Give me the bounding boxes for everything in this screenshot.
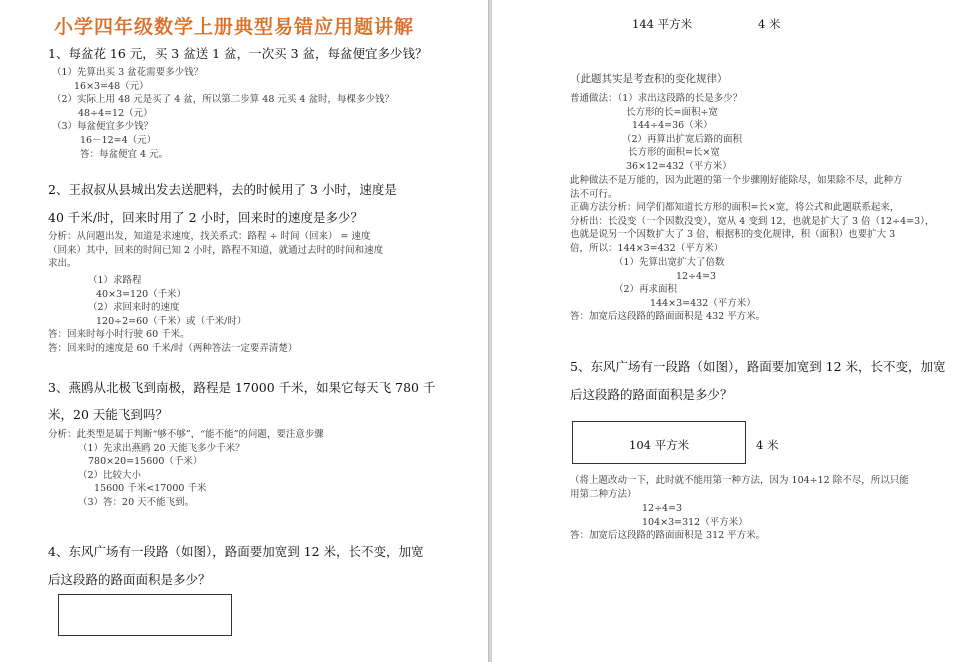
question-4-note: （此题其实是考查积的变化规律） [570, 73, 728, 85]
question-4-comment [570, 174, 934, 256]
figure-area-label: 104 平方米 [629, 438, 690, 452]
road-figure-rectangle [58, 594, 232, 636]
solution-line: 答：回来时每小时行驶 60 千米。 [48, 329, 190, 341]
figure-width-label: 4 米 [756, 438, 779, 452]
question-1-solution [52, 66, 394, 161]
question-4-line-2: 后这段路的路面面积是多少？ [48, 572, 211, 587]
analysis-line: 求出。 [48, 258, 77, 270]
solution-line: 16－12=4（元） [80, 134, 157, 146]
question-2-solution [48, 274, 297, 356]
comment-line: 法不可行。 [570, 188, 618, 200]
solution-line: （1）求路程 [88, 275, 142, 286]
question-1: 1、每盆花 16 元，买 3 盆送 1 盆，一次买 3 盆，每盆便宜多少钱？ [48, 46, 428, 61]
solution-line: （2）实际上用 48 元是买了 4 盆，所以第二步算 48 元买 4 盆时，每棵多少钱？ [52, 94, 394, 106]
left-page [0, 0, 488, 662]
solution-line: 答：回来时的速度是 60 千米/时（两种答法一定要弄清楚） [48, 342, 298, 354]
question-3-line-2: 米，20 天能飞到吗？ [48, 407, 168, 422]
solution-line: 答：每盆便宜 4 元。 [80, 148, 169, 160]
question-5-line-2: 后这段路的路面面积是多少？ [570, 387, 733, 402]
analysis-line: （回来）其中，回来的时间已知 2 小时，路程不知道，就通过去时的时间和速度 [48, 244, 384, 256]
comment-line: 分析出：长没变（一个因数没变），宽从 4 变到 12，也就是扩大了 3 倍（12÷4=3）， [570, 215, 935, 227]
figure-area-label: 144 平方米 [632, 17, 693, 31]
solution-line: 长方形的面积=长×宽 [628, 147, 720, 159]
solution-line: 144×3=432（平方米） [650, 297, 756, 309]
page-title: 小学四年级数学上册典型易错应用题讲解 [54, 16, 415, 38]
question-2-analysis [48, 230, 383, 271]
right-page [492, 0, 978, 662]
question-5-solution [570, 502, 765, 543]
solution-line: 答：加宽后这段路的路面面积是 432 平方米。 [570, 311, 766, 323]
solution-line: （2）再算出扩宽后路的面积 [622, 133, 743, 145]
solution-line: 144÷4=36（米） [632, 120, 713, 132]
question-5-line-1: 5、东风广场有一段路（如图），路面要加宽到 12 米，长不变，加宽 [570, 359, 946, 374]
comment-line: 正确方法分析：同学们都知道长方形的面积=长×宽，将公式和此题联系起来， [570, 202, 900, 214]
question-4-line-1: 4、东风广场有一段路（如图），路面要加宽到 12 米，长不变，加宽 [48, 544, 424, 559]
note-line: （将上题改动一下，此时就不能用第一种方法，因为 104÷12 除不尽，所以只能 [570, 475, 909, 486]
solution-line: 12÷4=3 [642, 503, 683, 514]
solution-line: 普通做法：（1）求出这段路的长是多少？ [570, 93, 743, 104]
analysis-line: 分析：从问题出发，知道是求速度，找关系式：路程 ÷ 时间（回来） = 速度 [48, 231, 371, 242]
note-line: 用第二种方法） [570, 488, 637, 500]
solution-line: （1）先求出燕鸥 20 天能飞多少千米？ [78, 442, 245, 454]
question-2-line-1: 2、王叔叔从县城出发去送肥料，去的时候用了 3 小时，速度是 [48, 182, 397, 197]
solution-line: 12÷4=3 [676, 270, 717, 282]
question-3-solution [48, 428, 324, 510]
question-2-line-2: 40 千米/时，回来时用了 2 小时，回来时的速度是多少？ [48, 210, 363, 225]
solution-line: 长方形的长=面积÷宽 [626, 106, 718, 118]
solution-line: （1）先算出宽扩大了倍数 [614, 257, 725, 268]
solution-line: 40×3=120（千米） [96, 288, 187, 300]
question-5-note [570, 474, 909, 501]
solution-line: 48÷4=12（元） [78, 107, 153, 119]
solution-line: （2）比较大小 [78, 469, 142, 481]
solution-line: 答：加宽后这段路的路面面积是 312 平方米。 [570, 530, 766, 542]
solution-line: 分析：此类型是属于判断“够不够”，“能不能”的问题，要注意步骤 [48, 429, 324, 440]
solution-line: 36×12=432（平方米） [626, 160, 732, 172]
solution-line: 16×3=48（元） [74, 80, 149, 92]
solution-line: 15600 千米<17000 千米 [94, 483, 207, 495]
comment-line: 此种做法不是万能的，因为此题的第一个步骤刚好能除尽，如果除不尽，此种方 [570, 175, 903, 186]
comment-line: 倍，所以：144×3=432（平方米） [570, 242, 724, 254]
question-4-correct-method [570, 256, 765, 324]
solution-line: 104×3=312（平方米） [642, 516, 748, 528]
solution-line: （3）答：20 天不能飞到。 [78, 496, 195, 508]
comment-line: 也就是说另一个因数扩大了 3 倍，根据积的变化规律，积（面积）也要扩大 3 [570, 229, 896, 241]
solution-line: 780×20=15600（千米） [88, 456, 203, 468]
solution-line: （3）每盆便宜多少钱？ [52, 121, 154, 133]
question-4-normal-method [570, 92, 742, 174]
question-3-line-1: 3、燕鸥从北极飞到南极，路程是 17000 千米，如果它每天飞 780 千 [48, 380, 436, 395]
figure-width-label: 4 米 [758, 17, 781, 31]
solution-line: （2）求回来时的速度 [88, 302, 180, 314]
solution-line: （1）先算出买 3 盆花需要多少钱？ [52, 67, 204, 78]
solution-line: 120÷2=60（千米）或（千米/时） [96, 315, 247, 327]
solution-line: （2）再求面积 [614, 284, 678, 296]
